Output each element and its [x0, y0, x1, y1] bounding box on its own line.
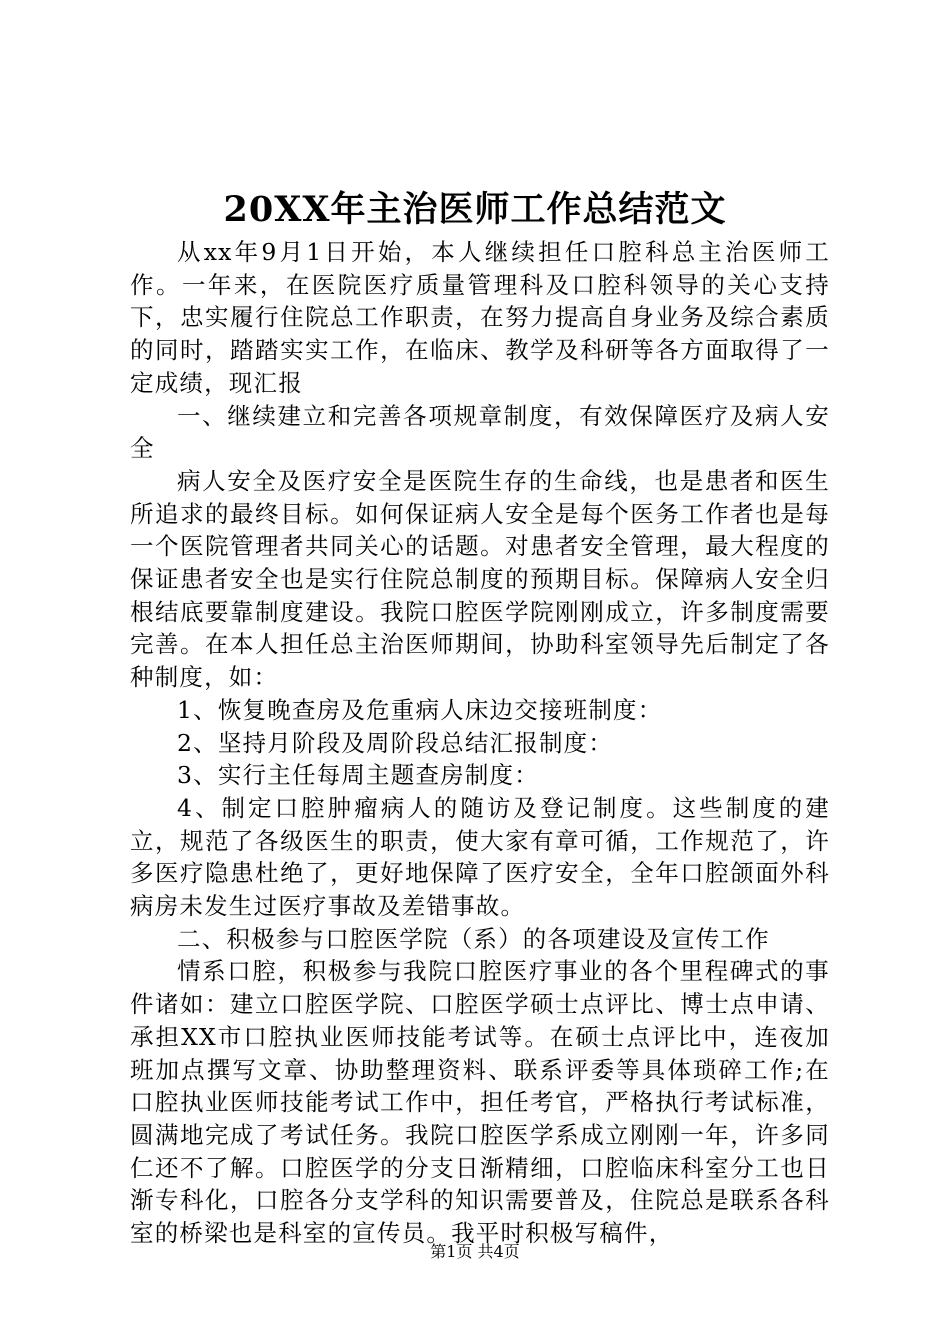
list-item: 2、坚持月阶段及周阶段总结汇报制度： [177, 728, 614, 757]
paragraph: 从xx年9月1日开始，本人继续担任口腔科总主治医师工作。一年来，在医院医疗质量管理科及口腔科领导的关心支持下，忠实履行住院总工作职责，在努力提高自身业务及综合素质的同时，踏踏实实工作，在临床、教学及科研等各方面取得了一定成绩，现汇报 [130, 238, 830, 397]
list-item: 3、实行主任每周主题查房制度： [177, 761, 539, 790]
list-item: 4、制定口腔肿瘤病人的随访及登记制度。这些制度的建立，规范了各级医生的职责，使大家有章可循，工作规范了，许多医疗隐患杜绝了，更好地保障了医疗安全，全年口腔颌面外科病房未发生过医疗事故及差错事故。 [130, 793, 830, 921]
paragraph: 病人安全及医疗安全是医院生存的生命线，也是患者和医生所追求的最终目标。如何保证病人安全是每个医务工作者也是每一个医院管理者共同关心的话题。对患者安全管理，最大程度的保证患者安全也是实行住院总制度的预期目标。保障病人安全归根结底要靠制度建设。我院口腔医学院刚刚成立，许多制度需要完善。在本人担任总主治医师期间，协助科室领导先后制定了各种制度，如： [130, 466, 830, 692]
document-body [130, 236, 830, 1250]
page-footer: 第1页 共4页 [430, 1242, 520, 1261]
section-heading: 一、继续建立和完善各项规章制度，有效保障医疗及病人安全 [130, 401, 830, 463]
paragraph: 情系口腔，积极参与我院口腔医疗事业的各个里程碑式的事件诸如：建立口腔医学院、口腔医学硕士点评比、博士点申请、承担XX市口腔执业医师技能考试等。在硕士点评比中，连夜加班加点撰写文章、协助整理资料、联系评委等具体琐碎工作;在口腔执业医师技能考试工作中，担任考官，严格执行考试标准，圆满地完成了考试任务。我院口腔医学系成立刚刚一年，许多同仁还不了解。口腔医学的分支日渐精细，口腔临床科室分工也日渐专科化，口腔各分支学科的知识需要普及，住院总是联系各科室的桥梁也是科室的宣传员。我平时积极写稿件， [130, 957, 830, 1248]
section-heading: 二、积极参与口腔医学院（系）的各项建设及宣传工作 [177, 924, 770, 953]
document-title: 20XX年主治医师工作总结范文 [223, 189, 727, 230]
list-item: 1、恢复晚查房及危重病人床边交接班制度： [177, 695, 663, 724]
